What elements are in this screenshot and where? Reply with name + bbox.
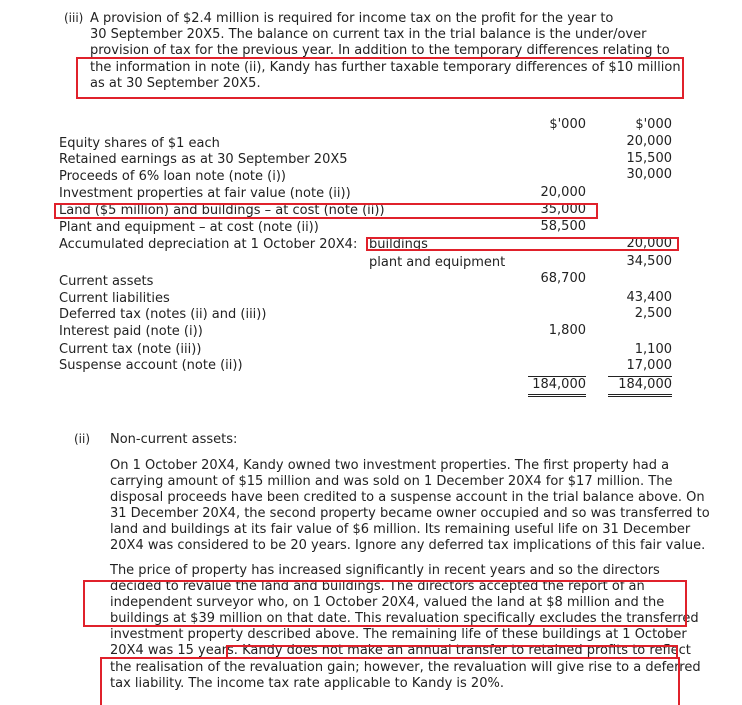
tb-credit: 15,500 [626, 151, 672, 166]
note-iii-marker: (iii) [64, 11, 84, 25]
note-iii-line: A provision of $2.4 million is required for income tax on the profit for the year to [90, 11, 614, 26]
tb-label: Deferred tax (notes (ii) and (iii)) [59, 307, 267, 322]
tb-label: Land ($5 million) and buildings – at cost (note (ii)) [59, 203, 385, 218]
note-iii-line: provision of tax for the previous year. In addition to the temporary differences relating to [90, 43, 670, 58]
tb-label: Investment properties at fair value (note (ii)) [59, 186, 351, 201]
total-double-rule [608, 394, 672, 397]
tb-sub-label: plant and equipment [369, 255, 506, 270]
tb-label: Suspense account (note (ii)) [59, 358, 243, 373]
tb-credit: 20,000 [626, 134, 672, 149]
highlight-box [54, 203, 598, 219]
note-ii-line: 31 December 20X4, the second property became owner occupied and so was transferred to [110, 506, 710, 521]
note-iii-line: 30 September 20X5. The balance on current tax in the trial balance is the under/over [90, 27, 647, 42]
tb-debit: 1,800 [548, 323, 586, 338]
tb-label: Proceeds of 6% loan note (note (i)) [59, 169, 286, 184]
note-ii-line: buildings at $39 million on that date. This revaluation specifically excludes the transferred [110, 611, 699, 626]
highlight-box [366, 237, 679, 251]
total-double-rule [528, 394, 586, 397]
note-ii-heading: Non-current assets: [110, 432, 238, 447]
note-ii-line: carrying amount of $15 million and was sold on 1 December 20X4 for $17 million. The [110, 474, 673, 489]
tb-credit: 2,500 [634, 306, 672, 321]
tb-label: Retained earnings as at 30 September 20X5 [59, 152, 348, 167]
highlight-box [76, 57, 684, 99]
highlight-box [83, 580, 687, 627]
tb-credit: 17,000 [626, 358, 672, 373]
tb-debit: 20,000 [540, 185, 586, 200]
note-iii-line: the information in note (ii), Kandy has further taxable temporary differences of $10 million [90, 60, 681, 75]
note-ii-line: land and buildings at its fair value of $6 million. Its remaining useful life on 31 December [110, 522, 691, 537]
tb-label: Equity shares of $1 each [59, 136, 220, 151]
tb-label: Accumulated depreciation at 1 October 20X4: [59, 237, 358, 252]
note-ii-line: The price of property has increased significantly in recent years and so the directors [110, 563, 660, 578]
tb-total-credit: 184,000 [618, 377, 672, 392]
note-ii-line: 20X4 was 15 years. Kandy does not make an annual transfer to retained profits to reflect [110, 643, 691, 658]
tb-debit: 58,500 [540, 219, 586, 234]
tb-credit: 1,100 [634, 342, 672, 357]
tb-label: Interest paid (note (i)) [59, 324, 203, 339]
note-ii-line: 20X4 was considered to be 20 years. Ignore any deferred tax implications of this fair value. [110, 538, 706, 553]
highlight-box [100, 657, 680, 705]
tb-label: Current tax (note (iii)) [59, 342, 202, 357]
tb-debit: 35,000 [540, 202, 586, 217]
tb-credit: 20,000 [626, 236, 672, 251]
tb-credit: 34,500 [626, 254, 672, 269]
note-ii-line: On 1 October 20X4, Kandy owned two investment properties. The first property had a [110, 458, 670, 473]
col-header-debit: $'000 [549, 117, 586, 132]
tb-debit: 68,700 [540, 271, 586, 286]
note-ii-line: disposal proceeds have been credited to a suspense account in the trial balance above. On [110, 490, 705, 505]
note-ii-line: the realisation of the revaluation gain; however, the revaluation will give rise to a deferred [110, 660, 701, 675]
tb-total-debit: 184,000 [532, 377, 586, 392]
note-ii-line: independent surveyor who, on 1 October 20X4, valued the land at $8 million and the [110, 595, 665, 610]
tb-label: Current assets [59, 274, 154, 289]
tb-credit: 30,000 [626, 167, 672, 182]
note-ii-line: investment property described above. The remaining life of these buildings at 1 October [110, 627, 687, 642]
tb-sub-label: buildings [369, 237, 428, 252]
col-header-credit: $'000 [635, 117, 672, 132]
tb-credit: 43,400 [626, 290, 672, 305]
tb-label: Current liabilities [59, 291, 170, 306]
tb-label: Plant and equipment – at cost (note (ii)) [59, 220, 319, 235]
note-ii-line: tax liability. The income tax rate applicable to Kandy is 20%. [110, 676, 504, 691]
note-iii-line: as at 30 September 20X5. [90, 76, 261, 91]
note-ii-marker: (ii) [74, 432, 91, 446]
note-ii-line: decided to revalue the land and buildings. The directors accepted the report of an [110, 579, 645, 594]
